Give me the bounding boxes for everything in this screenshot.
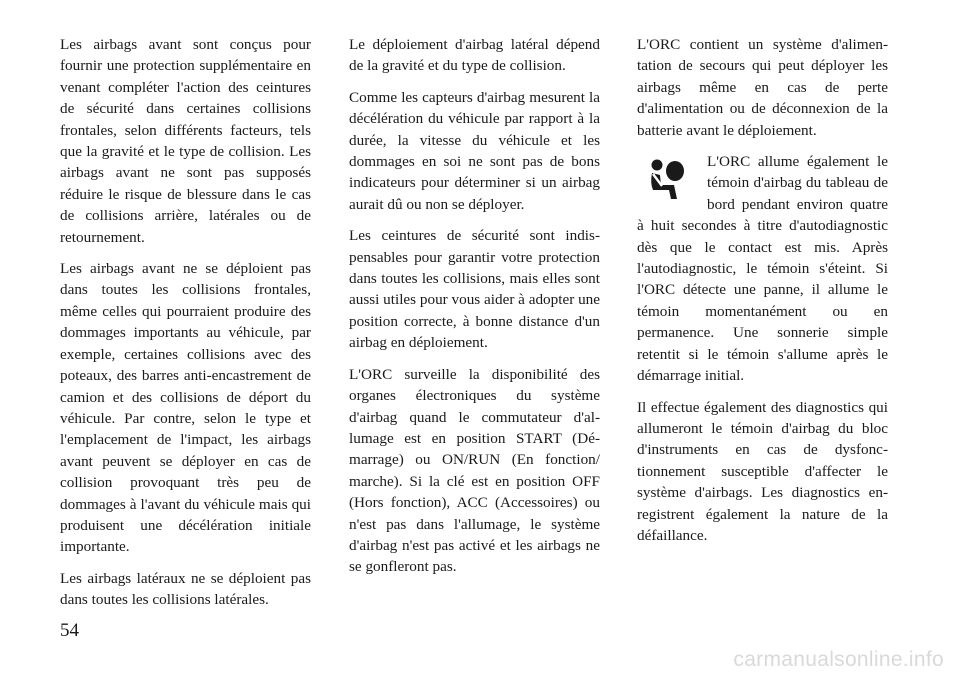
text-column-1 [60, 34, 311, 621]
paragraph: Les airbags latéraux ne se déploient pas dans toutes les collisions latérales. [60, 569, 311, 609]
paragraph: Les airbags avant sont conçus pour fournir une protection supplémentaire en venant compléter l'action des ceintures de sécurité dans certaines collisions frontales, selon différents facteurs, tels que la gravité et le type de collision. Les airbags avant ne sont pas supposés réduire le risque de blessure dans le cas de collisions arrière, latérales ou de retournement. [60, 36, 311, 246]
text-column-3 [637, 34, 888, 556]
paragraph: L'ORC contient un système d'alimentation de secours qui peut déployer les airbags même en cas de perte d'alimentation ou de déconnexion de la batterie avant le déploiement. [637, 36, 888, 139]
paragraph: Les airbags avant ne se déploient pas dans toutes les collisions frontales, même celles qui pourraient produire des dommages importants au véhicule, par exemple, certaines collisions avec des poteaux, des barres anti-encastrement de camion et des collisions de déport du véhicule. Par contre, selon le type et l'emplacement de l'impact, les airbags avant peuvent se déployer en cas de collision provoquant très peu de dommages à l'avant du véhicule mais qui produisent une décélération initiale importante. [60, 260, 311, 556]
paragraph: Le déploiement d'airbag latéral dépend de la gravité et du type de collision. [349, 36, 600, 75]
paragraph: Les ceintures de sécurité sont indispensables pour garantir votre protection dans toutes les collisions, mais elles sont aussi utiles pour vous aider à adopter une position correcte, à bonne distance d'un airbag en déploiement. [349, 227, 600, 352]
airbag-warning-block [637, 151, 888, 386]
page-number: 54 [60, 620, 79, 641]
text-column-2 [349, 34, 600, 588]
paragraph: L'ORC allume également le témoin d'airbag du tableau de bord pendant environ quatre à huit secondes à titre d'autodiagnostic dès que le contact est mis. Après l'autodiagnostic, le témoin s'éteint. Si l'ORC détecte une panne, il allume le témoin momentanément ou en permanence. Une sonnerie simple retentit si le témoin s'allume après le démarrage initial. [637, 153, 888, 385]
paragraph: Comme les capteurs d'airbag mesurent la décélération du véhicule par rapport à la durée, la vitesse du véhicule et les dommages en soi ne sont pas de bons indicateurs pour déterminer si un airbag aurait dû ou non se déployer. [349, 88, 600, 213]
paragraph: Il effectue également des diagnostics qui allumeront le témoin d'airbag du bloc d'instruments en cas de dysfonctionnement susceptible d'affecter le système d'airbags. Les diagnostics enregistrent également la nature de la défaillance. [637, 398, 888, 544]
paragraph: L'ORC surveille la disponibilité des organes électroniques du système d'airbag quand le commutateur d'allumage est en position START (Démarrage) ou ON/RUN (En fonction/ marche). Si la clé est en position OFF (Hors fonction), ACC (Accessoires) ou n'est pas dans l'allumage, le système d'airbag n'est pas activé et les airbags ne se gonfleront pas. [349, 365, 600, 576]
watermark: carmanualsonline.info [733, 648, 944, 671]
airbag-warning-icon [641, 155, 693, 207]
